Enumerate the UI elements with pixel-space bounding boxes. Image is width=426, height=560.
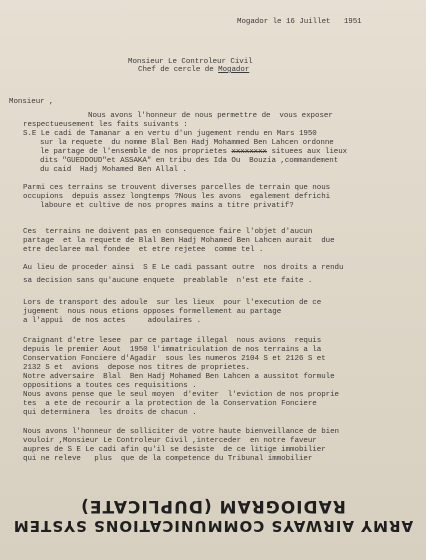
addressee-city: Mogador: [218, 66, 250, 74]
addressee-line-2: Chef de cercle de Mogador: [138, 66, 250, 74]
p6-line: Craignant d'etre lesee par ce partage illegal nous avions requis: [23, 337, 322, 345]
p6-line: Conservation Fonciere d'Agadir sous les numeros 2104 S et 2126 S et: [23, 355, 326, 363]
p1-line: S.E Le cadi de Tamanar a en vertu d'un jugement rendu en Mars 1950: [23, 130, 317, 138]
p6-line: Nous avons pense que le seul moyen d'eviter l'eviction de nos proprie: [23, 391, 340, 399]
p6-line: qui determinera les droits de chacun .: [23, 409, 197, 417]
p6-line: 2132 S et avions depose nos titres de proprietes.: [23, 364, 250, 372]
p3-line: Ces terrains ne doivent pas en consequence faire l'objet d'aucun: [23, 228, 313, 236]
p2-line: occupions depuis assez longtemps ?Nous les avons egalement defrichi: [23, 193, 331, 201]
p5-line: a l'appui de nos actes adoulaires .: [23, 317, 202, 325]
p3-line: etre declaree mal fondee et etre rejetee comme tel .: [23, 246, 264, 254]
struck-word: xxxxxxxx: [231, 148, 267, 156]
p7-line: vouloir ,Monsieur Le Controleur Civil ,interceder en notre faveur: [23, 437, 317, 445]
p6-line: depuis le premier Aout 1950 l'immatriculation de nos terrains a la: [23, 346, 322, 354]
p2-line: laboure et cultive de nos propres mains a titre privatif?: [40, 202, 294, 210]
p5-line: Lors de transport des adoule sur les lieux pour l'execution de ce: [23, 299, 322, 307]
addressee-line-1: Monsieur Le Controleur Civil: [128, 58, 253, 66]
p1-line: le partage de l'ensemble de nos proprietes xxxxxxxx situees aux lieux: [40, 148, 348, 156]
p7-line: aupres de S E Le cadi afin qu'il se desiste de ce litige immobilier: [23, 446, 326, 454]
p1-line: respectueusement les faits suivants :: [23, 121, 188, 129]
p5-line: jugement nous nous etions opposes formellement au partage: [23, 308, 282, 316]
p1-line: du caid Hadj Mohamed Ben Allal .: [40, 166, 187, 174]
place-date: Mogador le 16 Juillet 1951: [237, 18, 362, 26]
radiogram-stamp-system: ARMY AIRWAYS COMMUNICATIONS SYSTEM: [12, 517, 414, 535]
p6-line: tes a ete de recourir a la protection de la Conservation Fonciere: [23, 400, 317, 408]
salutation: Monsieur ,: [9, 98, 54, 106]
p7-line: qui ne releve plus que de la competence du Tribunal immobilier: [23, 455, 313, 463]
radiogram-stamp-title: RADIOGRAM (DUPLICATE): [80, 496, 346, 516]
p6-line: Notre adversaire Blal Ben Hadj Mohamed Ben Lahcen a aussitot formule: [23, 373, 335, 381]
p1-line: dits "GUEDDOUD"et ASSAKA" en tribu des Ida Ou Bouzia ,commandement: [40, 157, 339, 165]
p1-line: sur la requete du nomme Blal Ben Hadj Mohammed Ben Lahcen ordonne: [40, 139, 334, 147]
p1-line: Nous avons l'honneur de nous permettre de vous exposer: [88, 112, 333, 120]
p2-line: Parmi ces terrains se trouvent diverses parcelles de terrain que nous: [23, 184, 331, 192]
p3-line: partage et la requete de Blal Ben Hadj Mohamed Ben Lahcen aurait due: [23, 237, 335, 245]
p4-line: sa decision sans qu'aucune enquete preablable n'est ete faite .: [23, 277, 313, 285]
p4-line: Au lieu de proceder ainsi S E Le cadi passant outre nos droits a rendu: [23, 264, 344, 272]
p6-line: oppositions a toutes ces requisitions .: [23, 382, 197, 390]
p7-line: Nous avons l'honneur de solliciter de votre haute bienveillance de bien: [23, 428, 340, 436]
